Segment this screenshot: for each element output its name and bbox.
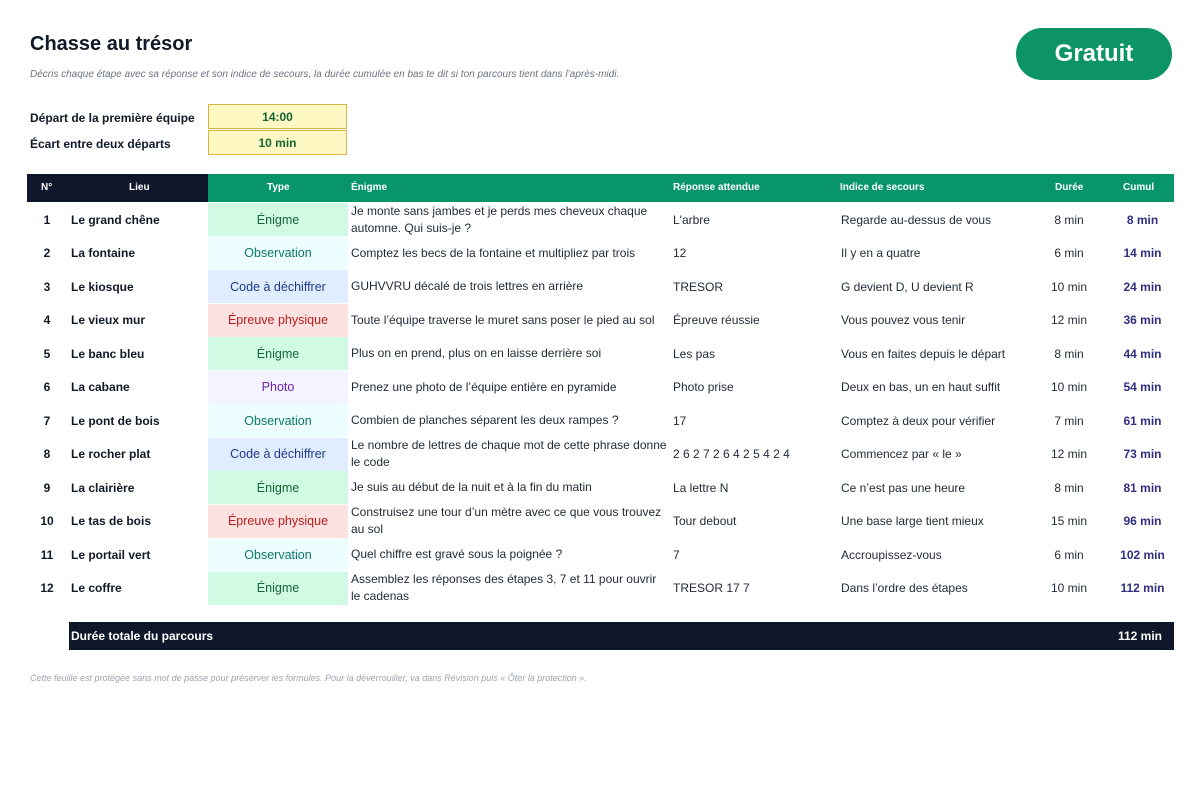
row-duree[interactable]: 12 min bbox=[1050, 447, 1088, 461]
row-cumul[interactable]: 14 min bbox=[1123, 246, 1162, 260]
row-indice[interactable]: Il y en a quatre bbox=[841, 246, 921, 260]
row-enigme[interactable]: Combien de planches séparent les deux rampes ? bbox=[351, 413, 619, 427]
row-cumul[interactable]: 81 min bbox=[1123, 480, 1162, 495]
row-cumul[interactable]: 54 min bbox=[1123, 380, 1162, 394]
row-indice[interactable]: Accroupissez-vous bbox=[841, 547, 942, 562]
row-indice[interactable]: Commencez par « le » bbox=[841, 447, 962, 461]
row-enigme[interactable]: GUHVVRU décalé de trois lettres en arrière bbox=[351, 279, 584, 293]
header-reponse: Réponse attendue bbox=[673, 182, 760, 193]
row-num[interactable]: 11 bbox=[40, 547, 54, 562]
row-enigme[interactable]: Quel chiffre est gravé sous la poignée ? bbox=[351, 547, 563, 561]
total-label: Durée totale du parcours bbox=[71, 629, 214, 643]
row-indice[interactable]: Dans l’ordre des étapes bbox=[841, 581, 968, 595]
row-lieu[interactable]: Le tas de bois bbox=[71, 514, 152, 528]
row-reponse[interactable]: TRESOR bbox=[673, 279, 724, 294]
row-duree[interactable]: 6 min bbox=[1054, 246, 1084, 260]
row-reponse[interactable]: Tour debout bbox=[673, 514, 737, 528]
row-type[interactable]: Énigme bbox=[208, 471, 348, 504]
table-row bbox=[27, 404, 1174, 437]
row-cumul[interactable]: 8 min bbox=[1126, 212, 1159, 227]
row-indice[interactable]: Ce n’est pas une heure bbox=[841, 480, 966, 495]
depart-input[interactable]: 14:00 bbox=[208, 104, 347, 129]
row-reponse[interactable]: 7 bbox=[673, 547, 680, 562]
total-row bbox=[69, 622, 1174, 650]
row-reponse[interactable]: Épreuve réussie bbox=[673, 313, 760, 327]
header-type: Type bbox=[267, 182, 290, 193]
footnote: Cette feuille est protégée sans mot de passe pour préserver les formules. Pour la déverrouiller, va dans Révision puis « Ôter la protection ». bbox=[30, 673, 587, 683]
row-duree[interactable]: 6 min bbox=[1054, 547, 1084, 562]
row-lieu[interactable]: Le rocher plat bbox=[71, 447, 151, 461]
row-indice[interactable]: Vous pouvez vous tenir bbox=[841, 313, 966, 327]
row-reponse[interactable]: 2 6 2 7 2 6 4 2 5 4 2 4 bbox=[673, 447, 790, 461]
row-enigme[interactable]: Prenez une photo de l’équipe entière en pyramide bbox=[351, 379, 617, 394]
row-num[interactable]: 9 bbox=[43, 480, 51, 495]
row-type[interactable]: Épreuve physique bbox=[208, 505, 348, 538]
ecart-label: Écart entre deux départs bbox=[30, 137, 171, 151]
row-cumul[interactable]: 24 min bbox=[1123, 279, 1162, 294]
row-indice[interactable]: Comptez à deux pour vérifier bbox=[841, 413, 996, 428]
row-type[interactable]: Épreuve physique bbox=[208, 304, 348, 337]
row-indice[interactable]: Vous en faites depuis le départ bbox=[841, 346, 1006, 361]
row-reponse[interactable]: La lettre N bbox=[673, 480, 729, 495]
row-indice[interactable]: G devient D, U devient R bbox=[841, 279, 974, 294]
header-duree: Durée bbox=[1055, 182, 1084, 193]
row-enigme[interactable]: Assemblez les réponses des étapes 3, 7 et 11 pour ouvrir le cadenas bbox=[351, 572, 657, 603]
table-row bbox=[27, 471, 1174, 504]
row-num[interactable]: 12 bbox=[40, 581, 54, 595]
row-indice[interactable]: Regarde au-dessus de vous bbox=[841, 212, 992, 227]
total-value: 112 min bbox=[1117, 629, 1162, 643]
row-duree[interactable]: 10 min bbox=[1050, 279, 1088, 294]
row-enigme[interactable]: Construisez une tour d’un mètre avec ce que vous trouvez au sol bbox=[351, 505, 662, 536]
table-row bbox=[27, 371, 1174, 404]
header-lieu: Lieu bbox=[129, 182, 150, 193]
table-row bbox=[27, 572, 1174, 605]
row-type[interactable]: Énigme bbox=[208, 203, 348, 236]
free-badge: Gratuit bbox=[1016, 28, 1172, 80]
table-row bbox=[27, 538, 1174, 571]
header-enigme: Énigme bbox=[351, 182, 388, 193]
table-row bbox=[27, 337, 1174, 370]
row-type[interactable]: Observation bbox=[208, 404, 348, 437]
row-num[interactable]: 2 bbox=[43, 246, 51, 260]
row-lieu[interactable]: Le vieux mur bbox=[71, 313, 146, 327]
row-num[interactable]: 1 bbox=[43, 212, 51, 227]
row-lieu[interactable]: Le banc bleu bbox=[71, 346, 145, 361]
header-indice: Indice de secours bbox=[840, 182, 925, 193]
row-num[interactable]: 6 bbox=[43, 380, 51, 394]
table-row bbox=[27, 304, 1174, 337]
row-reponse[interactable]: TRESOR 17 7 bbox=[673, 581, 750, 595]
row-indice[interactable]: Deux en bas, un en haut suffit bbox=[841, 380, 1001, 394]
row-lieu[interactable]: Le grand chêne bbox=[71, 212, 160, 227]
row-duree[interactable]: 15 min bbox=[1050, 514, 1088, 528]
row-type[interactable]: Observation bbox=[208, 237, 348, 270]
row-lieu[interactable]: La fontaine bbox=[71, 246, 136, 260]
row-num[interactable]: 7 bbox=[43, 413, 51, 428]
row-cumul[interactable]: 44 min bbox=[1123, 346, 1162, 361]
page-title: Chasse au trésor bbox=[30, 33, 193, 55]
row-type[interactable]: Code à déchiffrer bbox=[208, 270, 348, 303]
row-reponse[interactable]: L'arbre bbox=[673, 212, 710, 227]
row-type[interactable]: Code à déchiffrer bbox=[208, 438, 348, 471]
table-row bbox=[27, 270, 1174, 303]
row-enigme[interactable]: Je monte sans jambes et je perds mes cheveux chaque automne. Qui suis-je ? bbox=[351, 203, 648, 235]
row-duree[interactable]: 10 min bbox=[1050, 380, 1088, 394]
table-row bbox=[27, 438, 1174, 471]
row-duree[interactable]: 8 min bbox=[1054, 480, 1084, 495]
table-row bbox=[27, 203, 1174, 236]
header-num: N° bbox=[41, 182, 53, 193]
row-reponse[interactable]: 17 bbox=[673, 413, 687, 428]
row-enigme[interactable]: Plus on en prend, plus on en laisse derrière soi bbox=[351, 346, 602, 360]
row-cumul[interactable]: 73 min bbox=[1123, 447, 1162, 461]
row-duree[interactable]: 12 min bbox=[1050, 313, 1088, 327]
row-reponse[interactable]: 12 bbox=[673, 246, 687, 260]
row-type[interactable]: Énigme bbox=[208, 572, 348, 605]
row-duree[interactable]: 8 min bbox=[1054, 346, 1084, 361]
row-num[interactable]: 4 bbox=[43, 313, 51, 327]
row-type[interactable]: Énigme bbox=[208, 337, 348, 370]
row-lieu[interactable]: Le portail vert bbox=[71, 547, 151, 562]
depart-label: Départ de la première équipe bbox=[30, 111, 195, 125]
row-cumul[interactable]: 112 min bbox=[1120, 581, 1165, 595]
row-lieu[interactable]: La cabane bbox=[71, 380, 130, 394]
row-enigme[interactable]: Je suis au début de la nuit et à la fin du matin bbox=[351, 480, 592, 494]
ecart-input[interactable]: 10 min bbox=[208, 130, 347, 155]
row-type[interactable]: Observation bbox=[208, 538, 348, 571]
row-enigme[interactable]: Le nombre de lettres de chaque mot de cette phrase donne le code bbox=[351, 438, 667, 469]
row-indice[interactable]: Une base large tient mieux bbox=[841, 514, 984, 528]
row-cumul[interactable]: 102 min bbox=[1120, 547, 1165, 562]
row-lieu[interactable]: Le coffre bbox=[71, 581, 122, 595]
row-duree[interactable]: 8 min bbox=[1054, 212, 1084, 227]
row-enigme[interactable]: Toute l’équipe traverse le muret sans poser le pied au sol bbox=[351, 312, 655, 327]
table-row bbox=[27, 237, 1174, 270]
row-cumul[interactable]: 61 min bbox=[1123, 413, 1162, 428]
row-lieu[interactable]: La clairière bbox=[71, 480, 135, 495]
row-duree[interactable]: 10 min bbox=[1050, 581, 1088, 595]
header-cumul: Cumul bbox=[1123, 182, 1155, 193]
row-num[interactable]: 3 bbox=[43, 279, 51, 294]
header-dark-band bbox=[27, 174, 208, 202]
row-num[interactable]: 10 bbox=[40, 514, 54, 528]
row-num[interactable]: 8 bbox=[43, 447, 51, 461]
row-num[interactable]: 5 bbox=[43, 346, 51, 361]
row-enigme[interactable]: Comptez les becs de la fontaine et multipliez par trois bbox=[351, 245, 636, 260]
row-reponse[interactable]: Photo prise bbox=[673, 380, 734, 394]
table-row bbox=[27, 505, 1174, 538]
page-subtitle: Décris chaque étape avec sa réponse et son indice de secours, la durée cumulée en bas te dit si ton parcours tient dans l’après-midi. bbox=[30, 69, 620, 80]
row-lieu[interactable]: Le kiosque bbox=[71, 279, 134, 294]
row-duree[interactable]: 7 min bbox=[1054, 413, 1084, 428]
row-lieu[interactable]: Le pont de bois bbox=[71, 413, 160, 428]
row-cumul[interactable]: 36 min bbox=[1123, 313, 1162, 327]
row-type[interactable]: Photo bbox=[208, 371, 348, 404]
row-cumul[interactable]: 96 min bbox=[1123, 514, 1162, 528]
table-header bbox=[27, 174, 1174, 202]
row-reponse[interactable]: Les pas bbox=[673, 346, 716, 361]
